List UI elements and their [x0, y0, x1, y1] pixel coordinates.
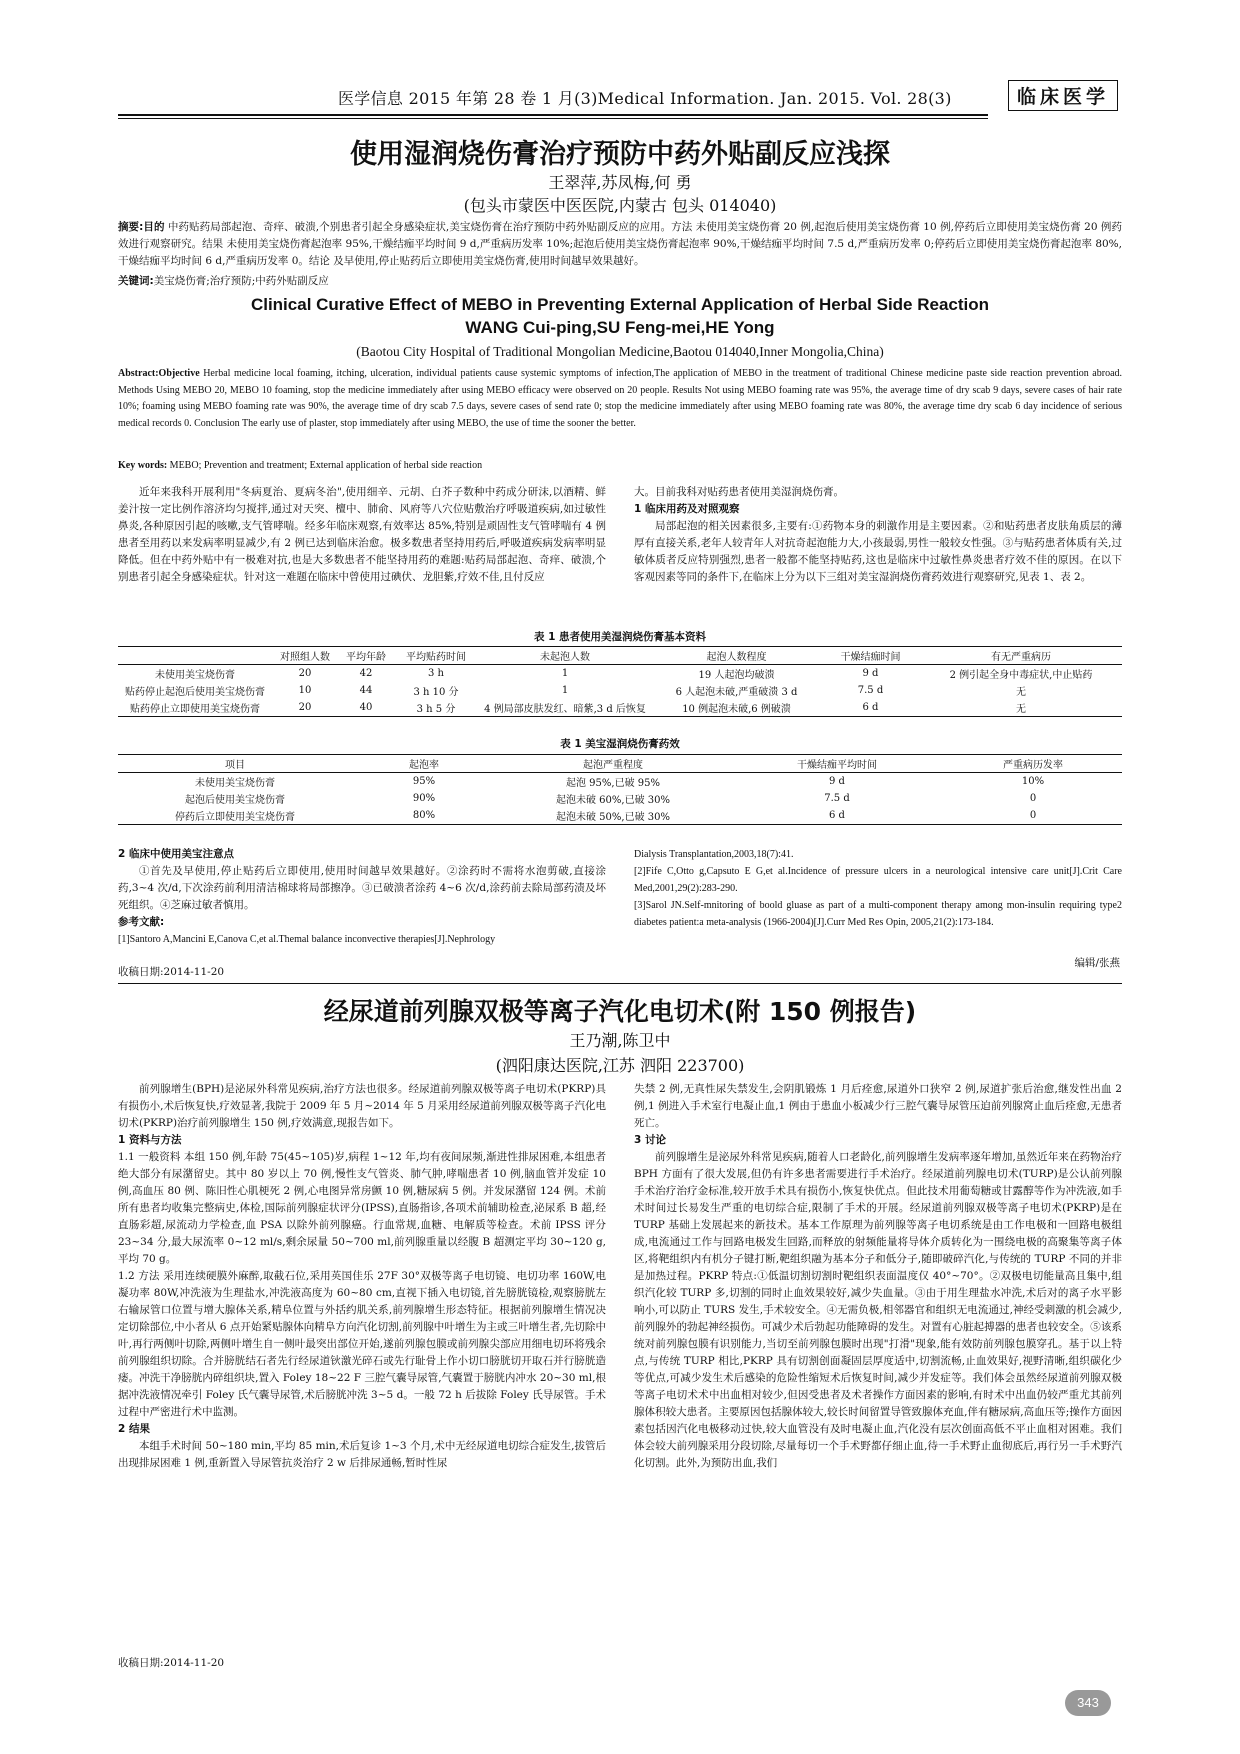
article1-english-affiliation: (Baotou City Hospital of Traditional Mongolian Medicine,Baotou 014040,Inner Mongolia,China): [356, 344, 884, 359]
article1-authors: 王翠萍,苏凤梅,何 勇: [548, 173, 692, 192]
article2-results-cont: 失禁 2 例,无真性尿失禁发生,会阴肌锻炼 1 月后痊愈,尿道外口狭窄 2 例,尿道扩张后治愈,继发性出血 2 例,1 例进入手术室行电凝止血,1 例由于患血小板减少行三腔气囊导尿管压迫前列腺窝止血后痊愈,无患者死亡。: [634, 1083, 1122, 1129]
table-cell: 3 h 10 分: [413, 687, 459, 698]
keywords-label: 关键词:: [118, 275, 154, 287]
table1-header-cell: [118, 647, 272, 665]
table-cell: 6 d: [821, 699, 920, 717]
table1-header-cell: 对照组人数: [272, 647, 338, 665]
table-cell: 1: [561, 685, 569, 696]
reference-2: [2]Fife C,Otto g,Capsuto E G,et al.Incidence of pressure ulcers in a neurological intensive care unit[J].Crit Care Med,2001,29(2):283-290.: [634, 866, 1122, 894]
en-abstract-label: Abstract:Objective: [118, 368, 200, 379]
table-cell: 无: [1016, 687, 1026, 698]
article2-section1-heading: 1 资料与方法: [118, 1134, 182, 1146]
section2-paragraph: ①首先及早使用,停止贴药后立即使用,使用时间越早效果越好。②涂药时不需将水泡剪破,直接涂药,3~4 次/d,下次涂药前利用清洁棉球将局部擦净。③已破溃者涂药 4~6 次/d,涂药前去除局部药渍及坏死组织。④芝麻过敏者慎用。: [118, 865, 606, 911]
table-cell: 1: [561, 668, 569, 679]
article1-left-column-lower: [118, 846, 606, 948]
article-divider: [118, 983, 1122, 984]
table-cell: 0: [1029, 793, 1037, 804]
table1-header-cell: 平均年龄: [338, 647, 394, 665]
article1-keywords: [118, 273, 1122, 290]
header-rule-thin: [118, 118, 988, 119]
article2-intro: 前列腺增生(BPH)是泌尿外科常见疾病,治疗方法也很多。经尿道前列腺双极等离子电切术(PKRP)具有损伤小,术后恢复快,疗效显著,我院于 2009 年 5 月~2014 年 5 月采用经尿道前列腺双极等离子汽化电切术(PKRP)治疗前列腺增生 150 例,疗效满意,现报告如下。: [118, 1083, 606, 1129]
en-keywords-text: MEBO; Prevention and treatment; External application of herbal side reaction: [169, 460, 483, 471]
section1-heading: 1 临床用药及对照观察: [634, 503, 740, 515]
table-cell: 10: [298, 685, 312, 696]
table-cell: 80%: [352, 807, 496, 825]
table2: [118, 754, 1122, 825]
table1-caption: 表 1 患者使用美湿润烧伤膏基本资料: [533, 631, 707, 643]
table-cell: 6 人起泡未破,严重破溃 3 d: [675, 687, 798, 698]
running-header: [118, 84, 1118, 118]
table-cell: 贴药停止起泡后使用美宝烧伤膏: [125, 687, 265, 698]
table-cell: 2 例引起全身中毒症状,中止贴药: [949, 670, 1093, 681]
table1: [118, 646, 1122, 717]
article1-affiliation: (包头市蒙医中医医院,内蒙古 包头 014040): [463, 196, 777, 215]
en-keywords-label: Key words:: [118, 460, 168, 471]
article1-english-title: Clinical Curative Effect of MEBO in Preventing External Application of Herbal Side Reaction: [250, 295, 990, 314]
reference-3: [3]Sarol JN.Self-mnitoring of boold gluase as part of a multi-component therapy among mon-insulin requiring type2 diabetes patient:a meta-analysis (1966-2004)[J].Curr Med Res Opin, 2005,21(2):173-184.: [634, 900, 1122, 928]
table-row: [118, 665, 1122, 683]
article2-affiliation: (泗阳康达医院,江苏 泗阳 223700): [495, 1056, 745, 1075]
table-cell: 10 例起泡未破,6 例破溃: [652, 699, 821, 717]
article2-received-date: 收稿日期:2014-11-20: [118, 1657, 225, 1669]
article1-english-keywords: [118, 458, 1122, 475]
table2-header-row: [118, 755, 1122, 773]
article1-abstract: [118, 219, 1122, 270]
section1-paragraph: 局部起泡的相关因素很多,主要有:①药物本身的刺激作用是主要因素。②和贴药患者皮肤角质层的薄厚有直接关系,老年人较青年人对抗奇起泡能力大,小孩最弱,男性一般较女性强。③与贴药患者体质有关,过敏体质者反应特别强烈,患者一般都不能坚持贴药,这也是临床中过敏性鼻炎患者疗效不佳的原因。在以下客观因素等同的条件下,在临床上分为以下三组对美宝湿润烧伤膏药效进行观察研究,见表 1、表 2。: [634, 520, 1122, 583]
table-cell: 7.5 d: [824, 793, 850, 804]
table-cell: 起泡 95%,已破 95%: [566, 778, 660, 789]
table1-header-cell: 干燥结痂时间: [821, 647, 920, 665]
table-cell: 95%: [412, 776, 436, 787]
table-cell: 无: [920, 699, 1122, 717]
table-cell: 起泡未破 60%,已破 30%: [556, 795, 670, 806]
article1-received-date: 收稿日期:2014-11-20: [118, 966, 225, 978]
article1-english-abstract: [118, 366, 1122, 432]
table1-header-cell: 起泡人数程度: [652, 647, 821, 665]
table-cell: 3 h 5 分: [394, 699, 478, 717]
table-row: [118, 790, 1122, 807]
table1-header-cell: 平均贴药时间: [394, 647, 478, 665]
table-cell: 10%: [1021, 776, 1045, 787]
article2-right-column: [634, 1081, 1122, 1472]
table-row: [118, 682, 1122, 699]
header-rule: [118, 114, 988, 116]
table-cell: 40: [338, 699, 394, 717]
table-cell: 未使用美宝烧伤膏: [195, 778, 275, 789]
table-cell: 9 d: [862, 668, 879, 679]
table1-header-cell: 未起泡人数: [478, 647, 652, 665]
article2-authors: 王乃潮,陈卫中: [569, 1031, 671, 1050]
table2-header-cell: 起泡率: [352, 755, 496, 773]
table-cell: 20: [272, 699, 338, 717]
table-cell: 0: [944, 807, 1122, 825]
table-cell: 42: [359, 668, 373, 679]
table-cell: 9 d: [829, 776, 845, 787]
journal-line: 医学信息 2015 年第 28 卷 1 月(3)Medical Information. Jan. 2015. Vol. 28(3): [338, 89, 952, 108]
article2-section3-heading: 3 讨论: [634, 1134, 666, 1146]
article2-section1-1: 1.1 一般资料 本组 150 例,年龄 75(45~105)岁,病程 1~12 年,均有夜间尿频,渐进性排尿困难,本组患者绝大部分有尿潴留史。其中 80 岁以上 70 例,慢性支气管炎、肺气肿,哮喘患者 10 例,脑血管并发症 10 例,高血压 80 例、陈旧性心肌梗死 2 例,心电图异常房颤 10 例,糖尿病 5 例。并发尿潴留 124 例。术前所有患者均收集完整病史,体检,国际前列腺症状评分(IPSS),直肠指诊,各项术前辅助检查,泌尿系 B 超,经直肠彩超,尿流动力学检查,血 PSA 以除外前列腺癌。行血常规,血糖、电解质等检查。术前 IPSS 评分 23~34 分,最大尿流率 0~12 ml/s,剩余尿量 50~700 ml,前列腺重量以经腹 B 超测定平均 30~120 g,平均 70 g。: [118, 1151, 606, 1265]
article1-right-column: [634, 484, 1122, 586]
en-abstract-text: Herbal medicine local foaming, itching, ulceration, individual patients cause systemic symptoms of infection,The application of MEBO in the treatment of traditional Chinese medicine paste side reaction prevention abroad. Methods Using MEBO 20, MEBO 10 foaming, stop the medicine immediately after using MEBO efficacy were observed on 20 people. Results Not using MEBO foaming rate was 95%, the average time of dry scab 9 days, severe cases of hair rate 10%; foaming using MEBO foaming rate was 90%, the average time of dry scab 7.5 days, severe cases of send rate 0; stop the medicine immediately after using MEBO foaming rate was 80%, the average time dry scab 6 day incidence of serious medical records 0. Conclusion The early use of plaster, stop immediately after using MEBO, the use of time the sooner the better.: [118, 368, 1123, 429]
table1-header-cell: 有无严重病历: [920, 647, 1122, 665]
section2-heading: 2 临床中使用美宝注意点: [118, 848, 234, 860]
table-row: [118, 807, 1122, 825]
table2-header-cell: 项目: [118, 755, 352, 773]
abstract-text: 中药贴药局部起泡、奇痒、破溃,个别患者引起全身感染症状,美宝烧伤膏在治疗预防中药外贴副反应的应用。方法 未使用美宝烧伤膏 20 例,起泡后使用美宝烧伤膏 10 例,停药后立即使用美宝烧伤膏 20 例药效进行观察研究。结果 未使用美宝烧伤膏起泡率 95%,干燥结痂平均时间 9 d,严重病历发率 10%;起泡后使用美宝烧伤膏起泡率 90%,干燥结痂平均时间 7.5 d,严重病历发率 0;停药后立即使用美宝烧伤膏起泡率 80%,干燥结痂平均时间 6 d,严重病历发率 0。结论 及早使用,停止贴药后立即使用美宝烧伤膏,使用时间越早效果越好。: [118, 221, 1122, 267]
table-cell: 19 人起泡均破溃: [698, 670, 775, 681]
table-cell: 4 例局部皮肤发红、暗紫,3 d 后恢复: [478, 699, 652, 717]
article1-english-authors: WANG Cui-ping,SU Feng-mei,HE Yong: [465, 318, 775, 337]
table-cell: 起泡后使用美宝烧伤膏: [185, 795, 285, 806]
table-cell: 90%: [412, 793, 436, 804]
table2-caption: 表 1 美宝湿润烧伤膏药效: [560, 738, 680, 750]
reference-1: [1]Santoro A,Mancini E,Canova C,et al.Themal balance inconvective therapies[J].Nephrology: [118, 934, 496, 945]
intro-continuation: 大。目前我科对贴药患者使用美湿润烧伤膏。: [634, 486, 844, 498]
article1-left-column: [118, 484, 606, 586]
editor-note: 编辑/张燕: [1074, 957, 1120, 969]
table2-header-cell: 起泡严重程度: [496, 755, 730, 773]
table-cell: 6 d: [730, 807, 944, 825]
table1-header-row: [118, 647, 1122, 665]
table2-header-cell: 严重病历发率: [944, 755, 1122, 773]
abstract-label: 摘要:目的: [118, 221, 165, 233]
keywords-text: 美宝烧伤膏;治疗预防;中药外贴副反应: [153, 275, 329, 287]
table-cell: 7.5 d: [857, 685, 884, 696]
article2-section2-heading: 2 结果: [118, 1423, 150, 1435]
article2-left-column: [118, 1081, 606, 1472]
table-cell: 停药后立即使用美宝烧伤膏: [118, 807, 352, 825]
intro-paragraph: 近年来我科开展利用"冬病夏治、夏病冬治",使用细辛、元胡、白芥子数种中药成分研沫,以酒精、鲜姜汁按一定比例作溶济均匀搅拌,通过对天突、檀中、肺俞、风府等八穴位贴敷治疗呼吸道疾病,如过敏性鼻炎,各种原因引起的咳嗽,支气管哮喘。经多年临床观察,有效率达 85%,特别是顽固性支气管哮喘有 4 例患者至用药以来发病率明显减少,有 2 例已达到临床治愈。极多数患者坚持用药后,呼吸道疾病发病率明显降低。但在中药外贴中有一极难对抗,也是大多数患者不能坚持用药的难题:贴药局部起泡、奇痒、破溃,个别患者引起全身感染症状。针对这一难题在临床中曾使用过碘伏、龙胆紫,疗效不佳,且付反应: [118, 486, 606, 583]
article2-section1-2: 1.2 方法 采用连续硬膜外麻醉,取截石位,采用英国佳乐 27F 30°双极等离子电切镜、电切功率 160W,电凝功率 80W,冲洗液为生理盐水,冲洗液高度为 60~80 cm,直视下插入电切镜,首先膀胱镜检,观察膀胱左右输尿管口位置与增大腺体关系,精阜位置与外括约肌关系,前列腺增生形态特征。根据前列腺增生情况决定切除部位,中小者从 6 点开始紧贴腺体向精阜方向汽化切割,前列腺中叶增生为主或三叶增生者,先切除中叶,再行两侧叶切除,两侧叶增生自一侧叶最突出部位开始,遂前列腺包膜或前列腺尖部应用细电切环将残余前列腺组织切除。合并膀胱结石者先行经尿道钬激光碎石或先行耻骨上作小切口膀胱切开取石并行膀胱造瘘。冲洗干净膀胱内碎组织块,置入 Foley 18~22 F 三腔气囊导尿管,气囊置于膀胱内冲水 20~30 ml,根据冲洗液情况牵引 Foley 氏气囊导尿管,术后膀胱冲洗 3~5 d。一般 72 h 后拔除 Foley 氏导尿管。手术过程中严密进行术中监测。: [118, 1270, 606, 1418]
section-label: 临床医学: [1008, 80, 1118, 111]
table-row: [118, 699, 1122, 717]
table-cell: 起泡未破 50%,已破 30%: [496, 807, 730, 825]
article2-section2-paragraph: 本组手术时间 50~180 min,平均 85 min,术后复诊 1~3 个月,术中无经尿道电切综合症发生,拔管后出现排尿困难 1 例,重新置入导尿管抗炎治疗 2 w 后排尿通畅,暂时性尿: [118, 1440, 606, 1469]
article2-section3-paragraph: 前列腺增生是泌尿外科常见疾病,随着人口老龄化,前列腺增生发病率逐年增加,虽然近年来在药物治疗 BPH 方面有了很大发展,但仍有许多患者需要进行手术治疗。经尿道前列腺电切术(TURP)是公认前列腺手术治疗治疗金标准,较开放手术具有损伤小,恢复快优点。但此技术用葡萄糖或甘露醇等作为冲洗液,如手术时间过长易发生严重的电切综合症,限制了手术的开展。经尿道前列腺双极等离子电切术(PKRP)是在 TURP 基础上发展起来的新技术。基本工作原理为前列腺等离子电切系统是由工作电极和一回路电极组成,电流通过工作与回路电极发生回路,而释放的射频能量将导体介质转化为一围绕电极的高聚集等离子体区,将靶组织内有机分子键打断,靶组织融为基本分子和低分子,随即破碎汽化,与传统的 TURP 不同的并非是加热过程。PKRP 特点:①低温切割切割时靶组织表面温度仅 40°~70°。②双极电切能量高且集中,组织汽化较 TURP 多,切割的同时止血效果较好,减少失血量。③由于用生理盐水冲洗,术后对的离子水平影响小,可以防止 TURS 发生,手术较安全。④无需负极,相邻器官和组织无电流通过,神经受刺激的机会减少,前列腺外的勃起神经损伤。可减少术后勃起功能障碍的发生。对置有心脏起搏器的患者也较安全。⑤该系统对前列腺包膜有识别能力,当切至前列腺包膜时出现"打滑"现象,能有效防前列腺包膜穿孔。基于以上特点,与传统 TURP 相比,PKRP 具有切割创面凝固层厚度适中,切割流畅,止血效果好,视野清晰,组织碳化少等优点,可减少发生术后感染的危险性缩短术后恢复时间,减少并发症等。我们体会虽然经尿道前列腺双极等离子电切术术中出血相对较少,但因受患者及术者操作方面因素的影响,有时术中出血仍较严重尤其前列腺体积较大患者。主要原因包括腺体较大,较长时间留置导管致腺体充血,伴有糖尿病,高血压等;操作方面因素包括因汽化电极移动过快,较大血管没有及时电凝止血,汽化没有层次创面高低不平止血相对困难。我们体会较大前列腺采用分段切除,尽量每切一个手术野都仔细止血,待一手术野止血彻底后,再行另一手术野汽化切割。此外,为预防出血,我们: [634, 1151, 1122, 1469]
table2-header-cell: 干燥结痂平均时间: [730, 755, 944, 773]
table-cell: 20: [298, 668, 312, 679]
table-cell: 3 h: [428, 668, 444, 679]
article1-references-right: [634, 846, 1122, 931]
references-heading: 参考文献:: [118, 916, 165, 928]
table-row: [118, 773, 1122, 791]
page-number: 343: [1065, 1690, 1111, 1716]
article1-title: 使用湿润烧伤膏治疗预防中药外贴副反应浅探: [350, 139, 890, 170]
article2-title: 经尿道前列腺双极等离子汽化电切术(附 150 例报告): [323, 997, 917, 1026]
table-cell: 贴药停止立即使用美宝烧伤膏: [118, 699, 272, 717]
table-cell: 未使用美宝烧伤膏: [155, 670, 235, 681]
reference-1-cont: Dialysis Transplantation,2003,18(7):41.: [634, 849, 794, 860]
table-cell: 44: [359, 685, 373, 696]
